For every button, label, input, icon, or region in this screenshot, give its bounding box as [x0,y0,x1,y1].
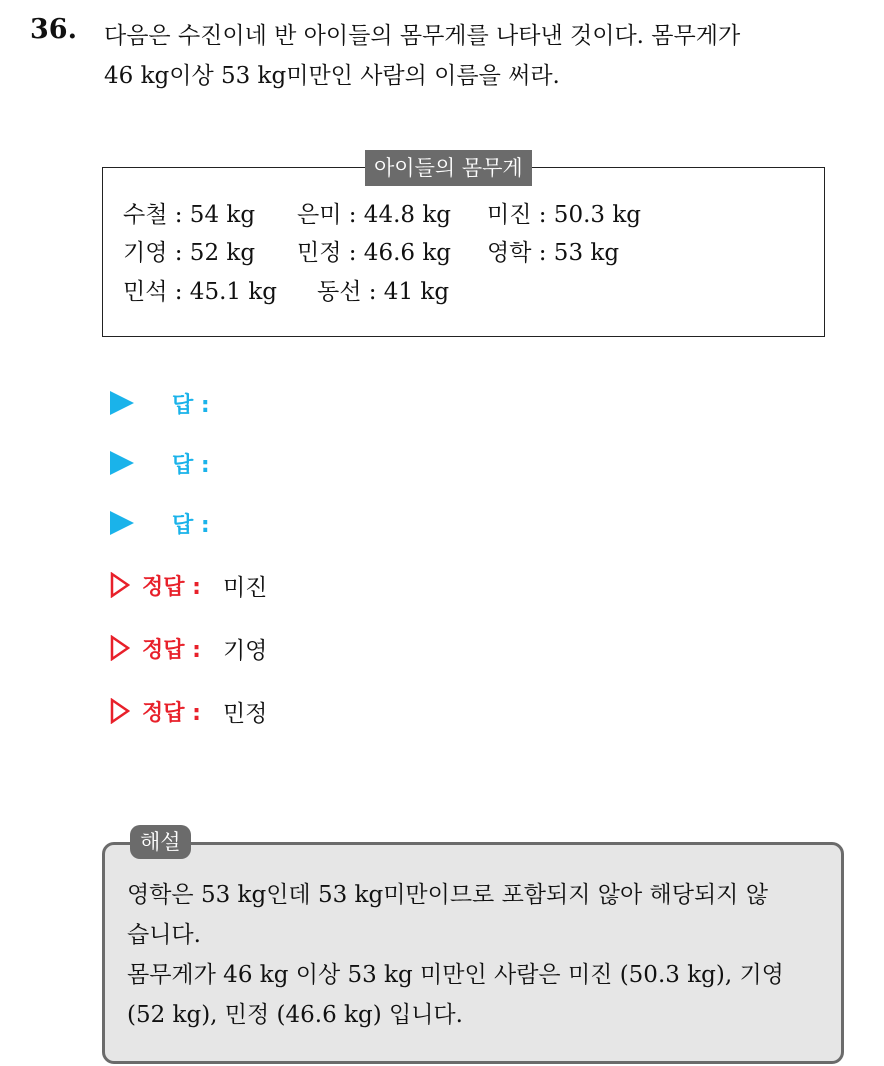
data-cell: 은미 : 44.8 kg [297,202,451,228]
play-arrow-icon [110,451,134,475]
correct-answer-value: 미진 [222,574,268,601]
answer-line [110,445,210,481]
correct-answer-value: 민정 [222,700,268,727]
solution-title: 해설 [130,825,191,859]
data-cell: 영학 : 53 kg [487,240,620,266]
solution-line: 영학은 53 kg인데 53 kg미만이므로 포함되지 않아 해당되지 않 [127,882,768,908]
correct-answer-line [110,693,267,729]
answer-label: 답 : [172,512,210,538]
correct-answer-label: 정답 : [142,574,201,600]
answer-line [110,505,210,541]
data-cell: 미진 : 50.3 kg [487,202,641,228]
correct-answer-value: 기영 [222,637,268,664]
question-text-line: 다음은 수진이네 반 아이들의 몸무게를 나타낸 것이다. 몸무게가 [104,23,741,49]
answer-label: 답 : [172,392,210,418]
play-arrow-icon [110,511,134,535]
question-text [104,16,874,96]
solution-line: 몸무게가 46 kg 이상 53 kg 미만인 사람은 미진 (50.3 kg), 기영 [127,962,784,988]
question-text-line: 46 kg이상 53 kg미만인 사람의 이름을 써라. [104,63,560,89]
correct-answer-label: 정답 : [142,700,201,726]
data-cell: 동선 : 41 kg [317,279,450,305]
solution-line: 습니다. [127,922,201,948]
data-box-title: 아이들의 몸무게 [365,150,532,186]
play-arrow-icon [110,391,134,415]
data-cell: 민석 : 45.1 kg [123,279,277,305]
outline-triangle-icon [110,572,130,598]
correct-answer-line [110,567,267,603]
solution-box [102,830,844,1064]
data-cell: 기영 : 52 kg [123,240,256,266]
solution-line: (52 kg), 민정 (46.6 kg) 입니다. [127,1002,463,1028]
solution-text [127,875,827,1035]
correct-answer-line [110,630,267,666]
weights-data-box [102,156,825,337]
answer-line [110,385,210,421]
correct-answer-label: 정답 : [142,637,201,663]
outline-triangle-icon [110,698,130,724]
question-number: 36. [30,14,77,45]
answer-label: 답 : [172,452,210,478]
data-cell: 민정 : 46.6 kg [297,240,451,266]
outline-triangle-icon [110,635,130,661]
data-cell: 수철 : 54 kg [123,202,256,228]
